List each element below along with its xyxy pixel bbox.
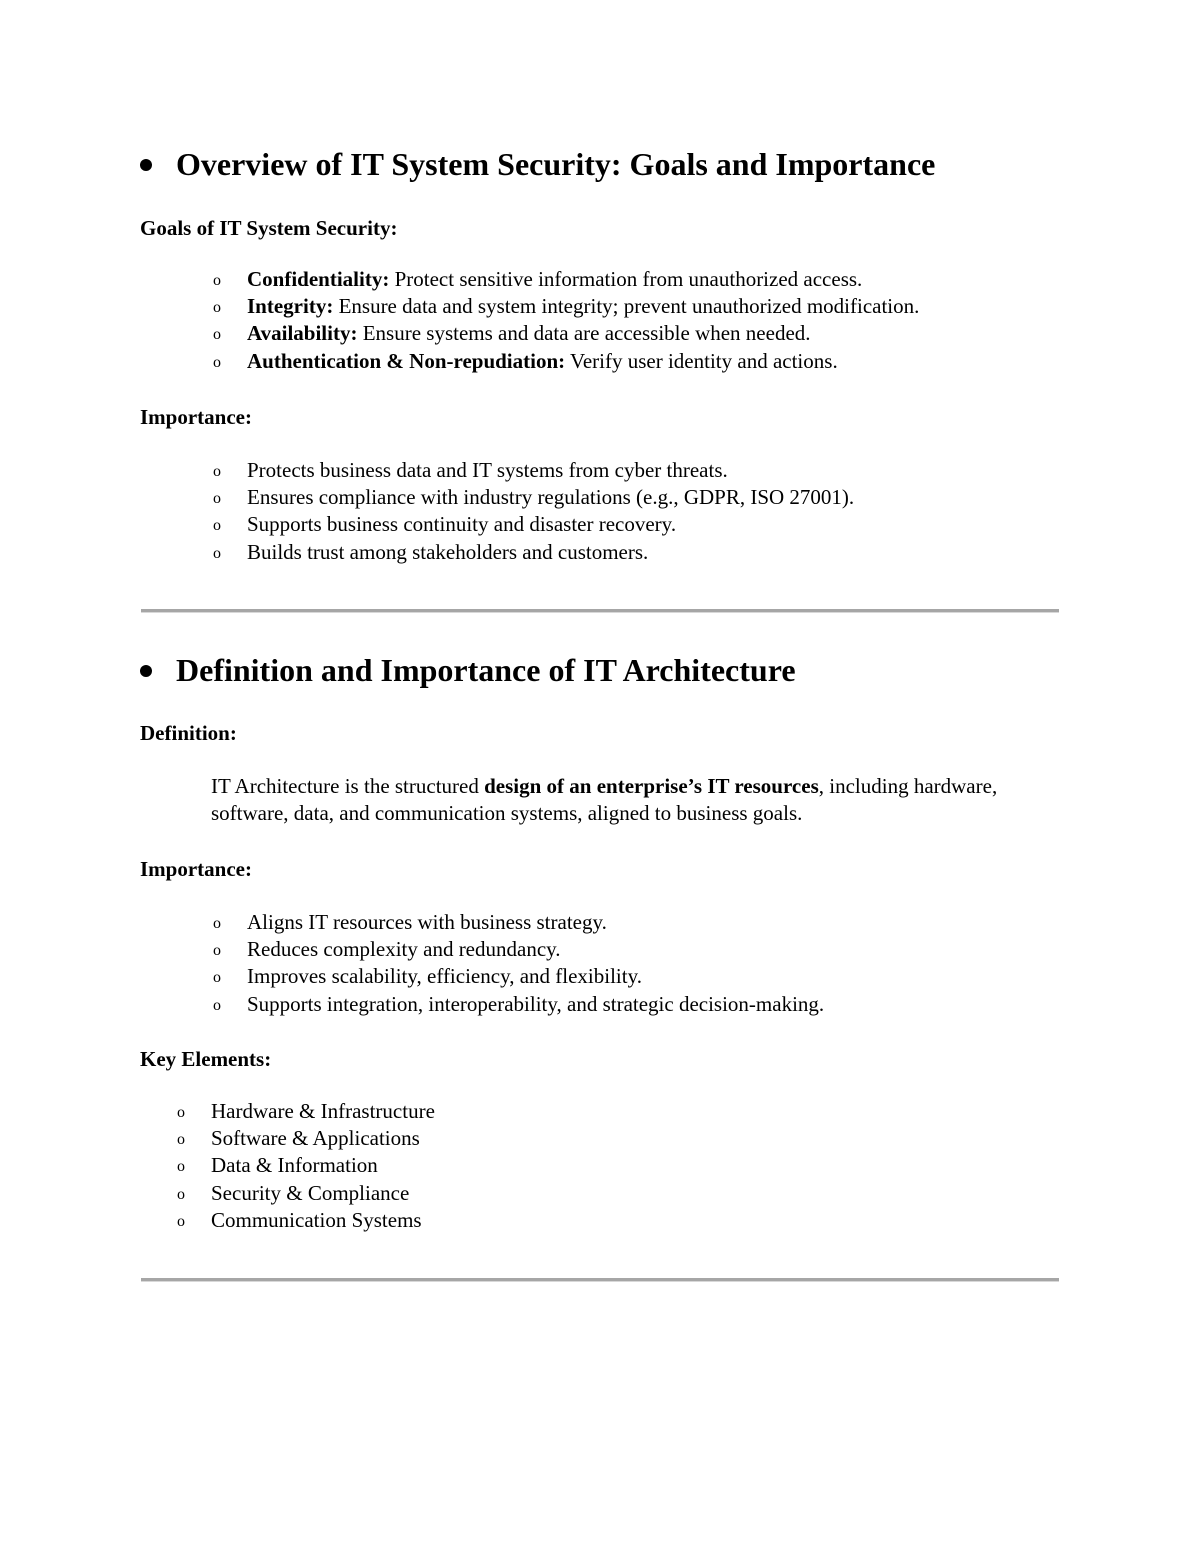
list-item: o Builds trust among stakeholders and customers.: [213, 539, 649, 564]
horizontal-rule: [141, 609, 1059, 613]
key-elements-label: Key Elements:: [140, 1047, 272, 1071]
list-item: o Availability: Ensure systems and data are accessible when needed.: [213, 321, 811, 346]
bullet-dot-icon: [140, 159, 152, 171]
list-item: o Ensures compliance with industry regulations (e.g., GDPR, ISO 27001).: [213, 485, 855, 510]
list-item: o Improves scalability, efficiency, and flexibility.: [213, 964, 642, 989]
list-item: o Software & Applications: [177, 1126, 420, 1151]
list-item: o Confidentiality: Protect sensitive information from unauthorized access.: [213, 267, 863, 291]
goals-label: Goals of IT System Security:: [140, 216, 398, 240]
list-item: o Reduces complexity and redundancy.: [213, 937, 561, 962]
list-item: o Integrity: Ensure data and system integrity; prevent unauthorized modification.: [213, 294, 920, 319]
section2-heading: Definition and Importance of IT Architecture: [140, 652, 796, 688]
list-item: o Security & Compliance: [177, 1180, 410, 1205]
list-item: o Supports integration, interoperability, and strategic decision-making.: [213, 991, 825, 1016]
key-elements-list: [177, 1098, 435, 1234]
list-item: o Protects business data and IT systems from cyber threats.: [213, 458, 728, 482]
list-item: o Communication Systems: [177, 1207, 422, 1232]
importance-list: [213, 457, 855, 566]
list-item: o Hardware & Infrastructure: [177, 1099, 435, 1123]
list-item: o Supports business continuity and disaster recovery.: [213, 512, 677, 537]
section1-heading: Overview of IT System Security: Goals and Importance: [140, 146, 935, 182]
horizontal-rule: [141, 1278, 1059, 1282]
goals-list: [213, 266, 920, 375]
list-item: o Data & Information: [177, 1153, 378, 1178]
importance-label: Importance:: [140, 405, 252, 429]
definition-paragraph: IT Architecture is the structured design of an enterprise’s IT resources, including hardware, software, data, and communication systems, aligned to business goals.: [211, 774, 998, 825]
importance-label: Importance:: [140, 857, 252, 881]
importance-list: [213, 909, 825, 1018]
definition-label: Definition:: [140, 721, 237, 745]
list-item: o Authentication & Non-repudiation: Verify user identity and actions.: [213, 348, 838, 373]
list-item: o Aligns IT resources with business strategy.: [213, 910, 607, 934]
bullet-dot-icon: [140, 665, 152, 677]
